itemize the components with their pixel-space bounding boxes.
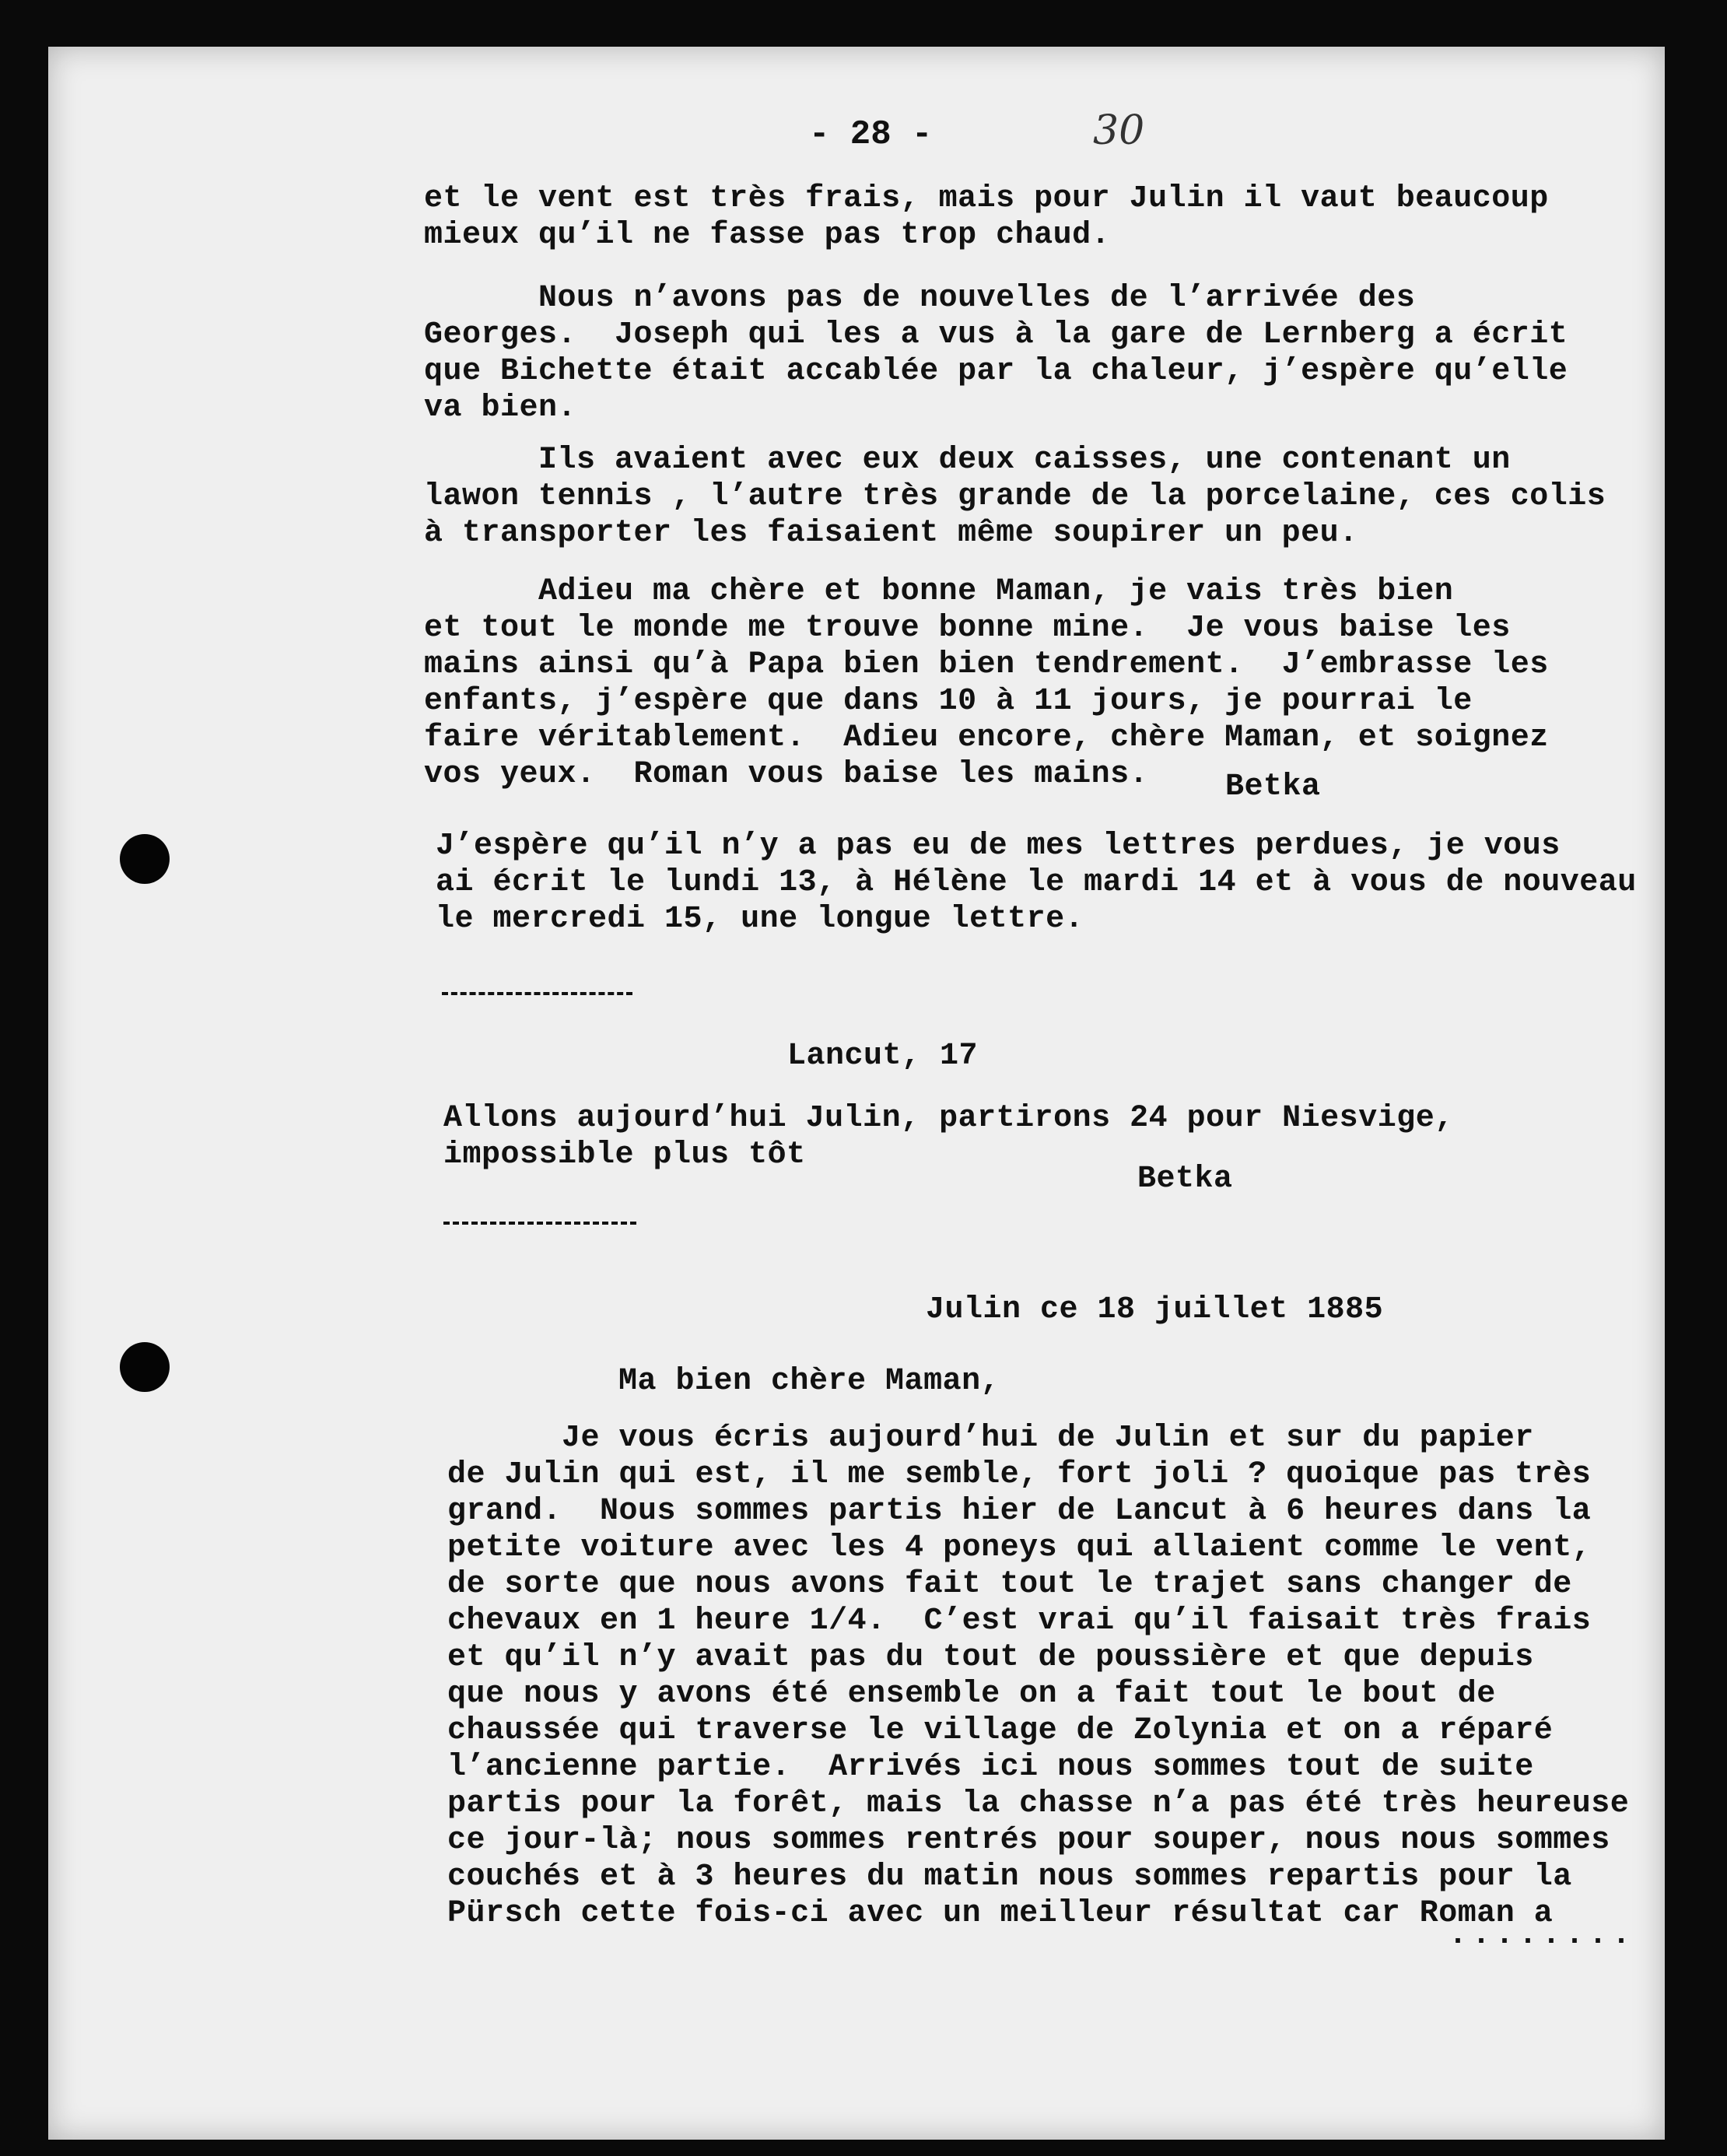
letter1-paragraph-4: Adieu ma chère et bonne Maman, je vais très bien et tout le monde me trouve bonne mine. Je vous baise les mains ainsi qu’à Papa bien bien tendrement. J’embrasse les enfants, j’espère que dans 10 à 11 jours, je pourrai le faire véritablement. Adieu encore, chère Maman, et soignez vos yeux. Roman vous baise les mains.	[424, 574, 1549, 792]
punch-hole-upper	[120, 834, 170, 884]
letter1-signature: Betka	[1225, 769, 1321, 805]
letter1-paragraph-3: Ils avaient avec eux deux caisses, une contenant un lawon tennis , l’autre très grande de la porcelaine, ces colis à transporter les faisaient même soupirer un peu.	[424, 443, 1606, 551]
letter1-paragraph-1: et le vent est très frais, mais pour Julin il vaut beaucoup mieux qu’il ne fasse pas trop chaud.	[424, 181, 1549, 253]
section-divider	[443, 1222, 636, 1225]
letter1-postscript: J’espère qu’il n’y a pas eu de mes lettres perdues, je vous ai écrit le lundi 13, à Hélène le mardi 14 et à vous de nouveau le mercredi 15, une longue lettre.	[436, 829, 1637, 937]
continuation-dots: ........	[1449, 1918, 1636, 1953]
page-number: - 28 -	[809, 115, 933, 154]
telegram-signature: Betka	[1137, 1162, 1233, 1197]
telegram-body: Allons aujourd’hui Julin, partirons 24 pour Niesvige, impossible plus tôt	[443, 1101, 1454, 1173]
section-divider	[442, 992, 632, 995]
letter2-salutation: Ma bien chère Maman,	[618, 1364, 1000, 1399]
letter1-paragraph-2: Nous n’avons pas de nouvelles de l’arrivée des Georges. Joseph qui les a vus à la gare de Lernberg a écrit que Bichette était accablée par la chaleur, j’espère qu’elle va bien.	[424, 281, 1568, 426]
handwritten-page-number: 30	[1093, 107, 1145, 154]
punch-hole-lower	[120, 1342, 170, 1392]
letter2-dateline: Julin ce 18 juillet 1885	[926, 1292, 1384, 1327]
letter2-body: Je vous écris aujourd’hui de Julin et sur du papier de Julin qui est, il me semble, fort joli ? quoique pas très grand. Nous sommes partis hier de Lancut à 6 heures dans la petite voiture avec les 4 poneys qui allaient comme le vent, de sorte que nous avons fait tout le trajet sans changer de chevaux en 1 heure 1/4. C’est vrai qu’il faisait très frais et qu’il n’y avait pas du tout de poussière et que depuis que nous y avons été ensemble on a fait tout le bout de chaussée qui traverse le village de Zolynia et on a réparé l’ancienne partie. Arrivés ici nous sommes tout de suite partis pour la forêt, mais la chasse n’a pas été très heureuse ce jour-là; nous sommes rentrés pour souper, nous nous sommes couchés et à 3 heures du matin nous sommes repartis pour la Pürsch cette fois-ci avec un meilleur résultat car Roman a	[447, 1421, 1630, 1931]
telegram-dateline: Lancut, 17	[787, 1039, 979, 1074]
